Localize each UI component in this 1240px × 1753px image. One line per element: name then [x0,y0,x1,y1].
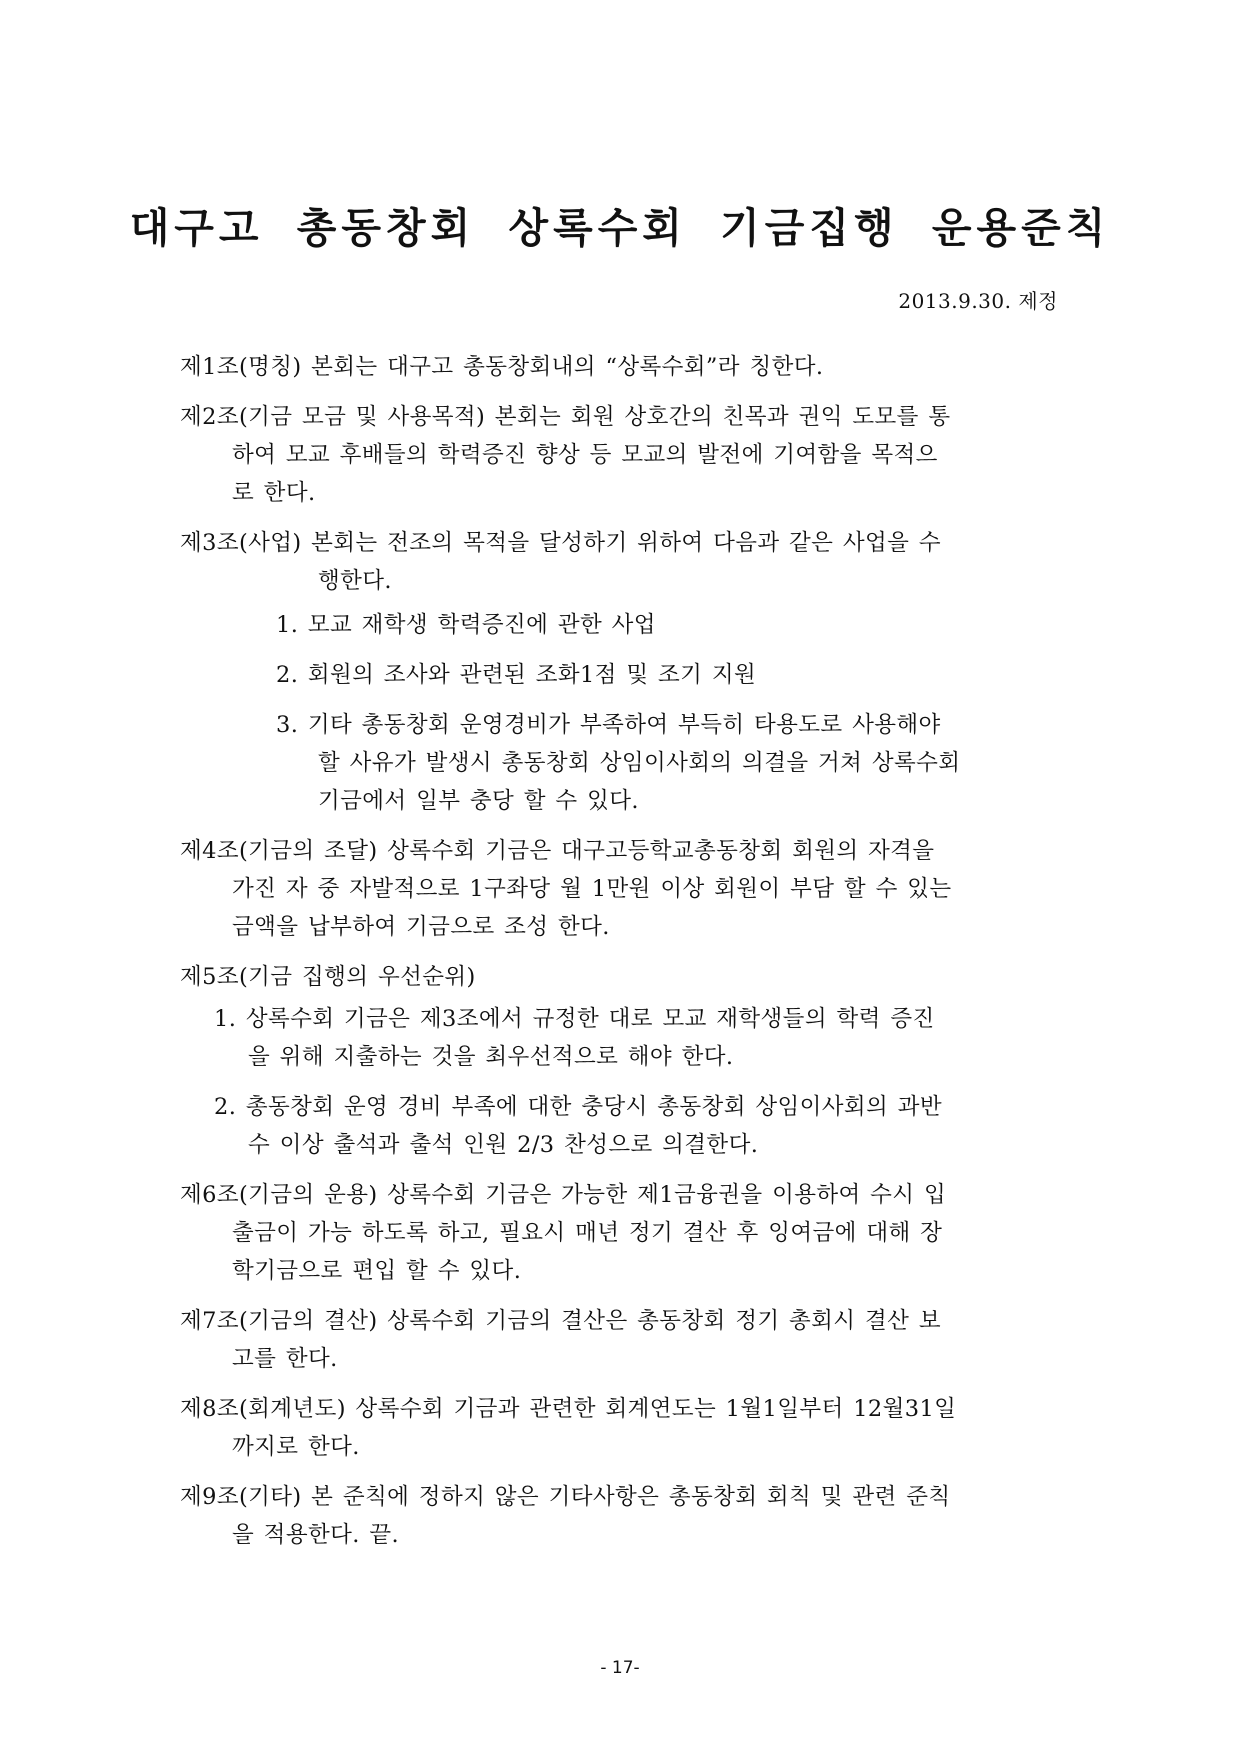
list-item-line: 을 위해 지출하는 것을 최우선적으로 해야 한다. [248,1044,734,1070]
article-6-line: 제6조(기금의 운용) 상록수회 기금은 가능한 제1금융권을 이용하여 수시 입 [180,1182,947,1208]
article-3-item-list [180,606,1058,820]
article-6 [180,1176,1058,1290]
article-9 [180,1478,1058,1554]
list-item-line: 1. 상록수회 기금은 제3조에서 규정한 대로 모교 재학생들의 학력 증진 [214,1006,935,1032]
list-item [180,706,1058,820]
list-item-line: 수 이상 출석과 출석 인원 2/3 찬성으로 의결한다. [248,1132,759,1158]
article-3-line: 행한다. [318,568,392,594]
article-7 [180,1302,1058,1378]
article-4-line: 금액을 납부하여 기금으로 조성 한다. [232,914,610,940]
article-1 [180,348,1058,386]
document-body [180,348,1058,1566]
list-item-line: 기금에서 일부 충당 할 수 있다. [318,788,639,814]
article-5-line: 제5조(기금 집행의 우선순위) [180,964,476,990]
article-2 [180,398,1058,512]
article-4-line: 제4조(기금의 조달) 상록수회 기금은 대구고등학교총동창회 회원의 자격을 [180,838,935,864]
article-8-line: 까지로 한다. [232,1434,360,1460]
article-4-line: 가진 자 중 자발적으로 1구좌당 월 1만원 이상 회원이 부담 할 수 있는 [232,876,952,902]
article-5 [180,958,1058,1164]
list-item-line: 2. 총동창회 운영 경비 부족에 대한 충당시 총동창회 상임이사회의 과반 [214,1094,943,1120]
article-3 [180,524,1058,820]
article-8-line: 제8조(회계년도) 상록수회 기금과 관련한 회계연도는 1월1일부터 12월31일 [180,1396,957,1422]
list-item-line: 2. 회원의 조사와 관련된 조화1점 및 조기 지원 [276,662,757,688]
article-2-line: 로 한다. [232,480,316,506]
article-4 [180,832,1058,946]
article-6-line: 출금이 가능 하도록 하고, 필요시 매년 정기 결산 후 잉여금에 대해 장 [232,1220,943,1246]
document-title: 대구고 총동창회 상록수회 기금집행 운용준칙 [129,204,1111,252]
article-2-line: 하여 모교 후배들의 학력증진 향상 등 모교의 발전에 기여함을 목적으 [232,442,938,468]
list-item [180,606,1058,644]
list-item-line: 할 사유가 발생시 총동창회 상임이사회의 의결을 거쳐 상록수회 [318,750,961,776]
article-1-line: 제1조(명칭) 본회는 대구고 총동창회내의 “상록수회”라 칭한다. [180,354,824,380]
article-5-item-list [180,1000,1058,1164]
list-item-line: 1. 모교 재학생 학력증진에 관한 사업 [276,612,656,638]
enactment-date: 2013.9.30. 제정 [898,289,1058,313]
list-item [180,656,1058,694]
article-3-line: 제3조(사업) 본회는 전조의 목적을 달성하기 위하여 다음과 같은 사업을 수 [180,530,941,556]
article-7-line: 고를 한다. [232,1346,338,1372]
list-item-line: 3. 기타 총동창회 운영경비가 부족하여 부득히 타용도로 사용해야 [276,712,941,738]
page-number: - 17- [600,1658,640,1678]
article-8 [180,1390,1058,1466]
list-item [180,1000,1058,1076]
article-9-line: 제9조(기타) 본 준칙에 정하지 않은 기타사항은 총동창회 회칙 및 관련 준칙 [180,1484,951,1510]
article-7-line: 제7조(기금의 결산) 상록수회 기금의 결산은 총동창회 정기 총회시 결산 보 [180,1308,941,1334]
article-2-line: 제2조(기금 모금 및 사용목적) 본회는 회원 상호간의 친목과 권익 도모를 통 [180,404,951,430]
article-6-line: 학기금으로 편입 할 수 있다. [232,1258,522,1284]
article-9-line: 을 적용한다. 끝. [232,1522,400,1548]
list-item [180,1088,1058,1164]
